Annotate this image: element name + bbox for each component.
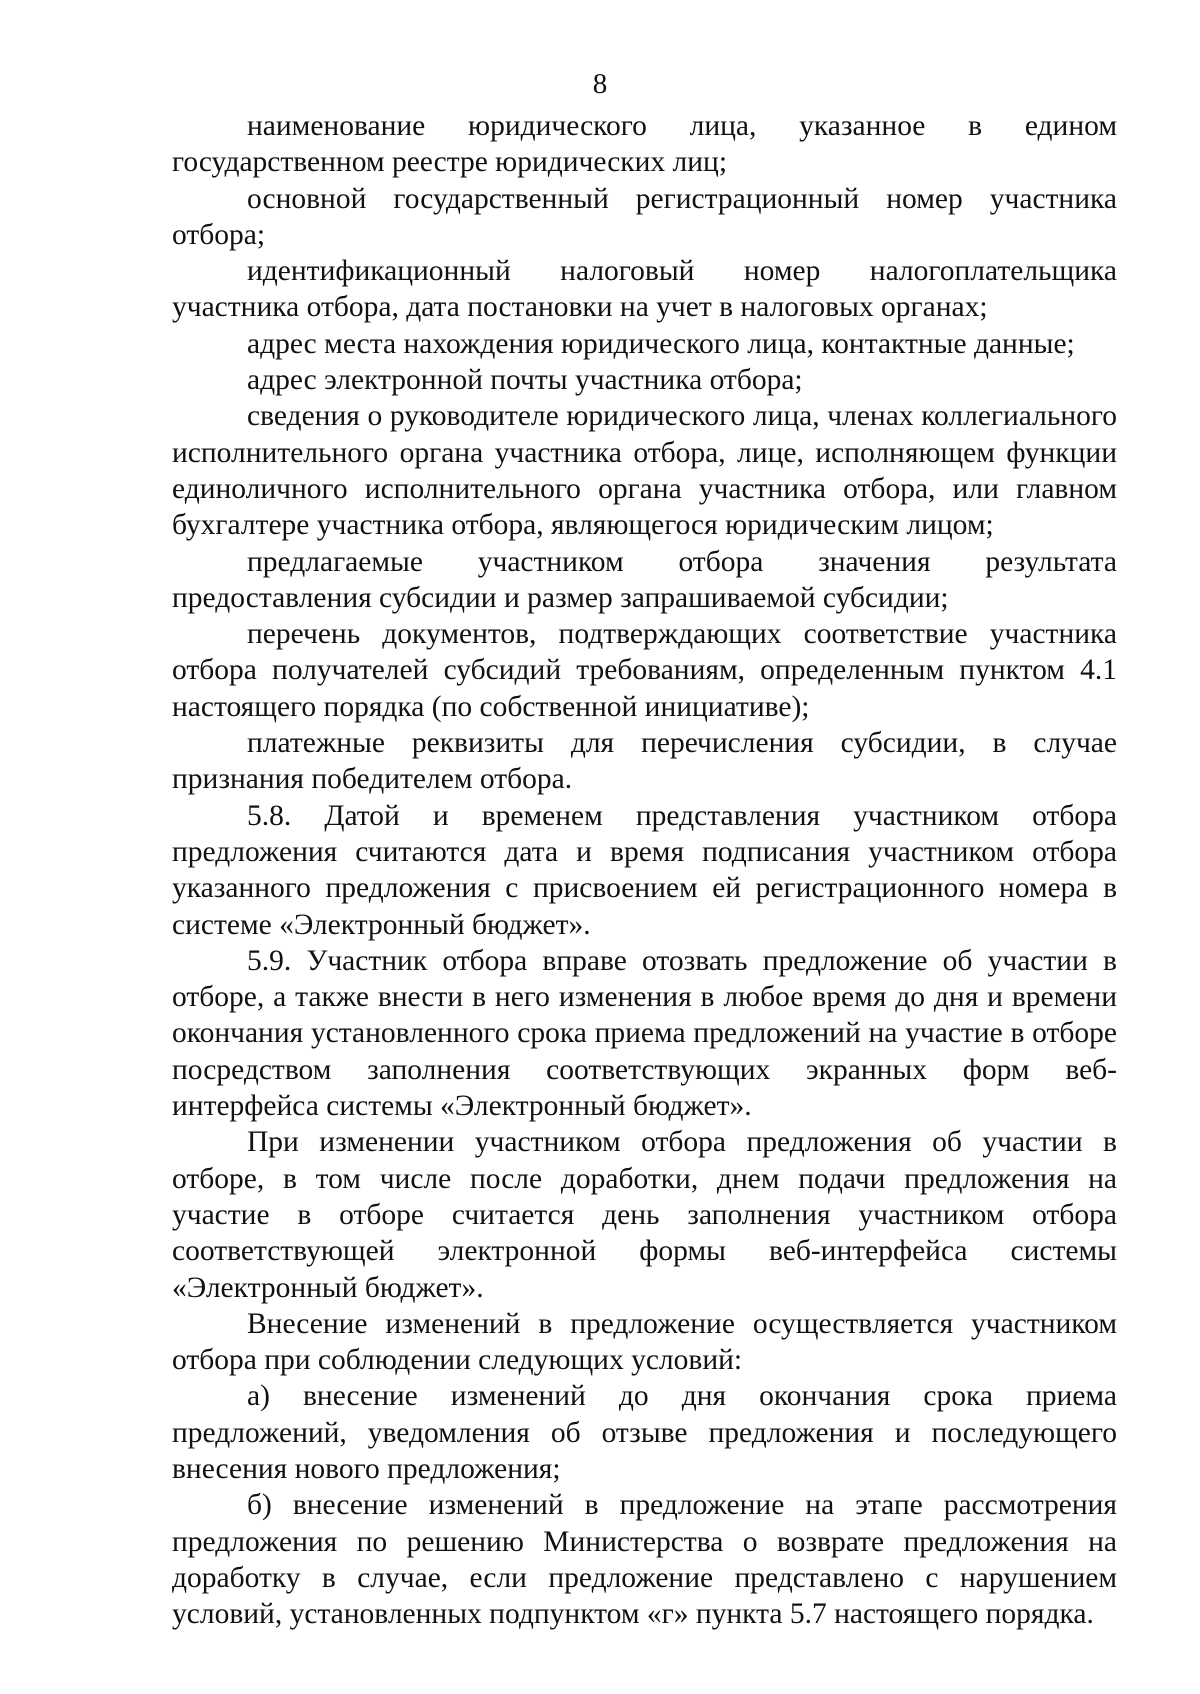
paragraph-legal-entity-name: наименование юридического лица, указанное в едином государственном реестре юридических лиц;	[172, 110, 1117, 179]
page-number: 8	[592, 68, 608, 100]
paragraph-address: адрес места нахождения юридического лица, контактные данные;	[247, 327, 1075, 360]
paragraph-clause-5-9: 5.9. Участник отбора вправе отозвать предложение об участии в отборе, а также внести в него изменения в любое время до дня и времени окончания установленного срока приема предложений на участие в отборе посредством заполнения соответствующих экранных форм веб-интерфейса системы «Электронный бюджет».	[172, 944, 1117, 1123]
paragraph-document-list: перечень документов, подтверждающих соответствие участника отбора получателей субсидий требованиям, определенным пунктом 4.1 настоящего порядка (по собственной инициативе);	[172, 618, 1117, 723]
paragraph-inn: идентификационный налоговый номер налогоплательщика участника отбора, дата постановки на учет в налоговых органах;	[172, 255, 1117, 324]
paragraph-ogrn: основной государственный регистрационный номер участника отбора;	[172, 182, 1117, 251]
paragraph-clause-5-8: 5.8. Датой и временем представления участником отбора предложения считаются дата и время подписания участником отбора указанного предложения с присвоением ей регистрационного номера в системе «Электронный бюджет».	[172, 799, 1117, 941]
paragraph-condition-b: б) внесение изменений в предложение на этапе рассмотрения предложения по решению Министерства о возврате предложения на доработку в случае, если предложение представлено с нарушением условий, установленных подпунктом «г» пункта 5.7 настоящего порядка.	[172, 1489, 1117, 1631]
paragraph-management-info: сведения о руководителе юридического лица, членах коллегиального исполнительного органа участника отбора, лице, исполняющем функции единоличного исполнительного органа участника отбора, или главном бухгалтере участника отбора, являющегося юридическим лицом;	[172, 400, 1117, 542]
document-body	[172, 108, 1117, 1632]
paragraph-changes-submission-date: При изменении участником отбора предложения об участии в отборе, в том числе после доработки, днем подачи предложения на участие в отборе считается день заполнения участником отбора соответствующей электронной формы веб-интерфейса системы «Электронный бюджет».	[172, 1126, 1117, 1304]
paragraph-email: адрес электронной почты участника отбора;	[247, 364, 803, 397]
paragraph-payment-details: платежные реквизиты для перечисления субсидии, в случае признания победителем отбора.	[172, 727, 1117, 796]
paragraph-result-values: предлагаемые участником отбора значения результата предоставления субсидии и размер запрашиваемой субсидии;	[172, 545, 1117, 614]
paragraph-changes-conditions: Внесение изменений в предложение осуществляется участником отбора при соблюдении следующих условий:	[172, 1307, 1117, 1377]
paragraph-condition-a: а) внесение изменений до дня окончания срока приема предложений, уведомления об отзыве предложения и последующего внесения нового предложения;	[172, 1380, 1117, 1485]
